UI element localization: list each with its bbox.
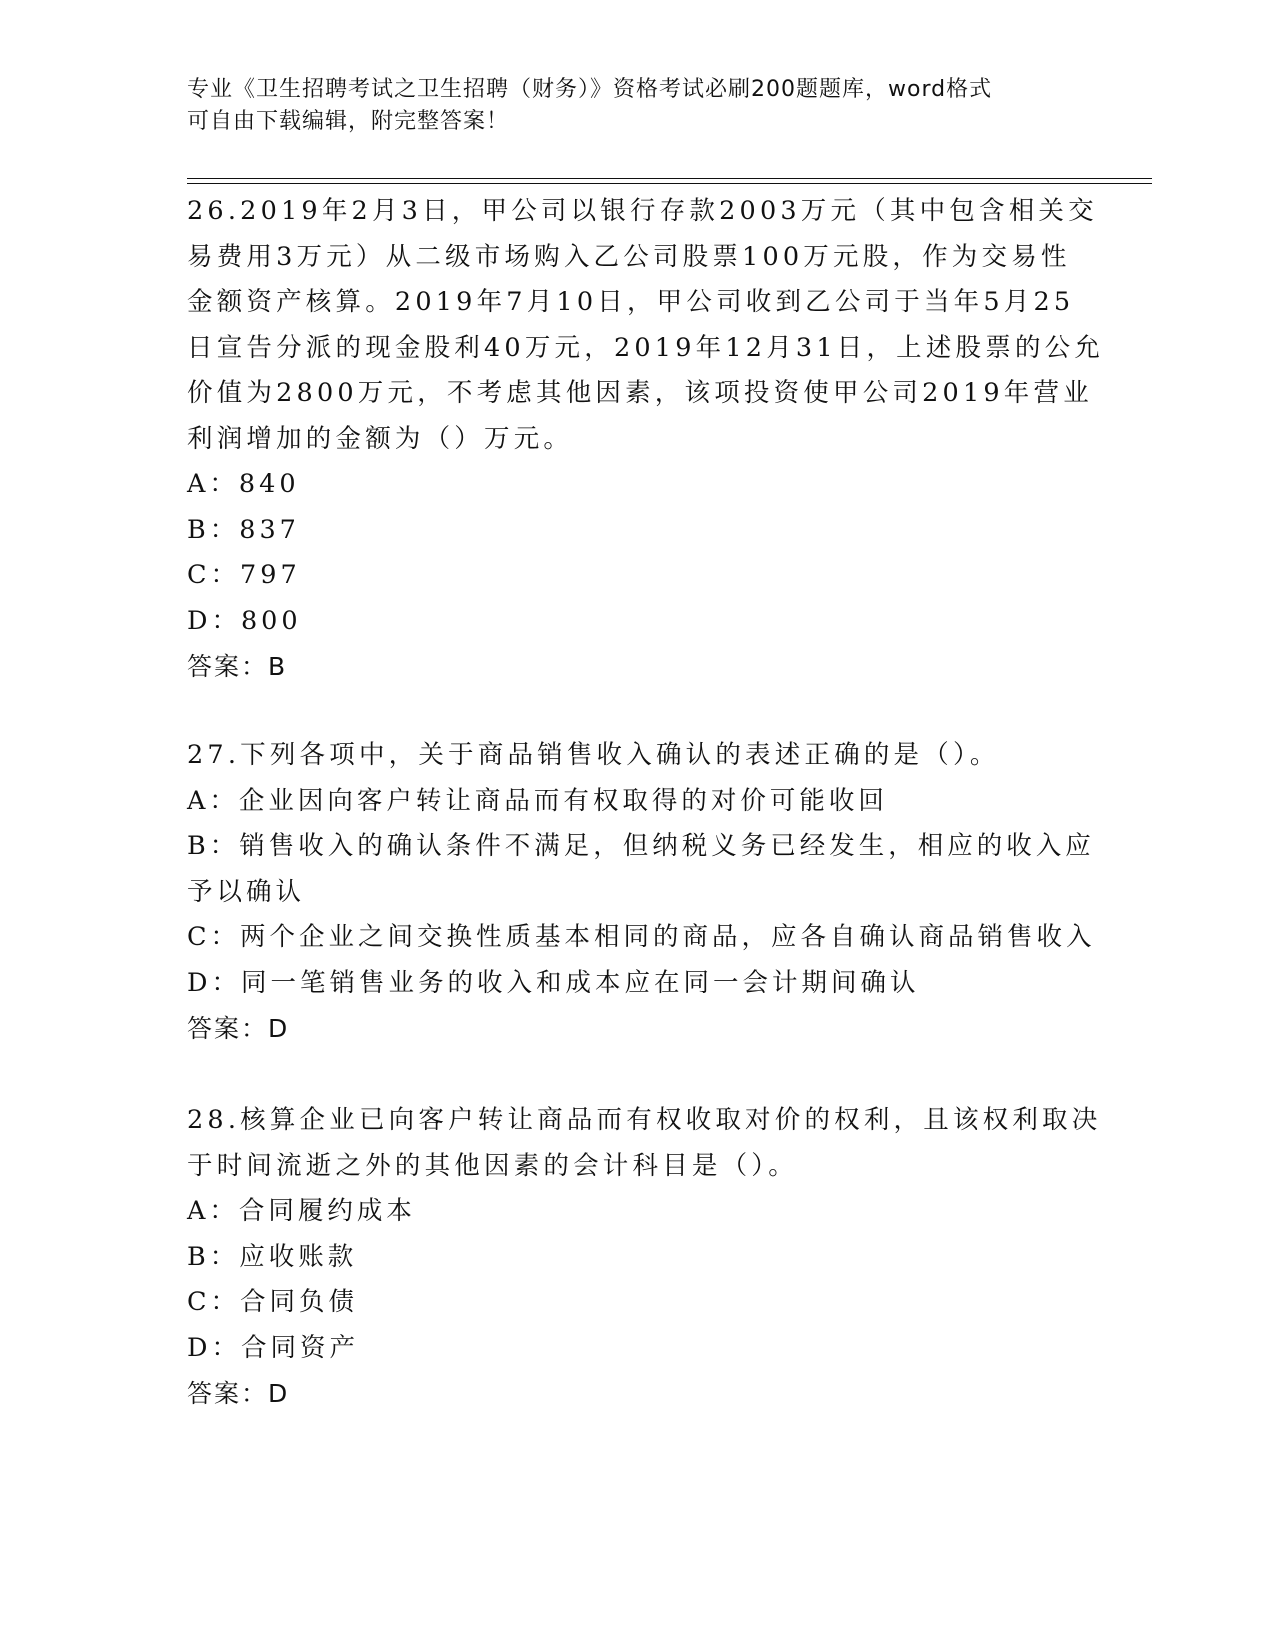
option-d: D：同一笔销售业务的收入和成本应在同一会计期间确认 xyxy=(187,967,920,998)
header-divider-top xyxy=(187,178,1152,179)
option-c: C：两个企业之间交换性质基本相同的商品，应各自确认商品销售收入 xyxy=(187,922,1096,952)
question-stem xyxy=(187,189,1105,462)
option-d: D：800 xyxy=(187,605,302,636)
option-a: A：合同履约成本 xyxy=(187,1196,416,1226)
option-b: B：837 xyxy=(187,514,300,545)
question-stem-line: 于时间流逝之外的其他因素的会计科目是（）。 xyxy=(187,1150,798,1181)
question-stem xyxy=(187,733,1087,779)
question-26 xyxy=(187,189,1105,690)
question-stem-line: 26.2019年2月3日，甲公司以银行存款2003万元（其中包含相关交 xyxy=(187,196,1098,226)
option-b: B：销售收入的确认条件不满足，但纳税义务已经发生，相应的收入应 xyxy=(187,831,1095,861)
question-stem xyxy=(187,1098,1102,1189)
option-a: A：840 xyxy=(187,469,300,499)
question-stem-line: 价值为2800万元，不考虑其他因素，该项投资使甲公司2019年营业 xyxy=(187,378,1093,408)
question-stem-line: 28.核算企业已向客户转让商品而有权收取对价的权利，且该权利取决 xyxy=(187,1105,1102,1135)
question-stem-line: 利润增加的金额为（）万元。 xyxy=(187,423,574,454)
question-stem-line: 易费用3万元）从二级市场购入乙公司股票100万元股，作为交易性 xyxy=(187,241,1071,272)
answer-line: 答案：D xyxy=(187,1014,290,1043)
answer-line: 答案：D xyxy=(187,1379,290,1408)
question-stem-line: 27.下列各项中，关于商品销售收入确认的表述正确的是（）。 xyxy=(187,740,1000,770)
option-c: C：合同负债 xyxy=(187,1287,359,1317)
question-stem-line: 日宣告分派的现金股利40万元，2019年12月31日，上述股票的公允 xyxy=(187,332,1105,363)
option-d: D：合同资产 xyxy=(187,1332,359,1363)
option-b-continuation: 予以确认 xyxy=(187,876,306,907)
answer-line: 答案：B xyxy=(187,652,288,681)
option-c: C：797 xyxy=(187,560,301,590)
question-28 xyxy=(187,1098,1102,1417)
header-title-line: 专业《卫生招聘考试之卫生招聘（财务）》资格考试必刷200题题库，word格式 xyxy=(187,77,993,102)
option-a: A：企业因向客户转让商品而有权取得的对价可能收回 xyxy=(187,785,888,816)
header-subtitle-line: 可自由下载编辑，附完整答案！ xyxy=(187,109,510,134)
document-header xyxy=(187,74,1067,138)
question-27 xyxy=(187,733,1096,1052)
header-divider-bottom xyxy=(187,183,1152,184)
option-b: B：应收账款 xyxy=(187,1241,358,1272)
question-stem-line: 金额资产核算。2019年7月10日，甲公司收到乙公司于当年5月25 xyxy=(187,287,1075,317)
